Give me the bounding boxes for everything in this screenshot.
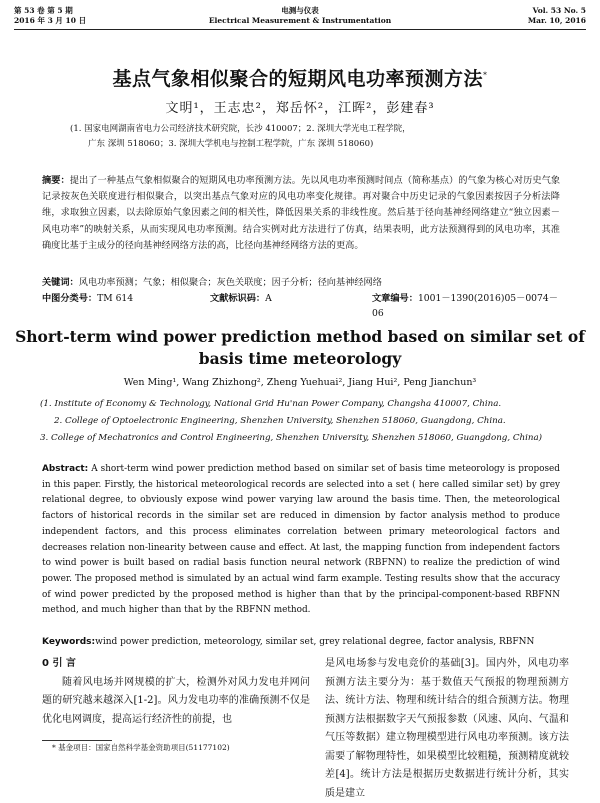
affiliation-en-line: (1. Institute of Economy & Technology, National Grid Hu'nan Power Company, Changsha 410007, China.	[40, 399, 502, 409]
abstract-cn-text: 提出了一种基点气象相似聚合的短期风电功率预测方法。先以风电功率预测时间点（简称基点）的气象为核心对历史气象记录按灰色关联度进行相似聚合，以突出基点气象对应的风电功率变化规律。再对聚合中历史记录的气象因素按因子分析法降维，求取独立因素，以去除原始气象因素之间的相关性，降低因果关系的非线性度。然后基于径向基神经网络建立“独立因素－风电功率”的映射关系，从而实现风电功率预测。结合实例对此方法进行了仿真，结果表明，此方法预测得到的风电功率，其准确度比基于主成分的径向基神经网络方法的高，比径向基神经网络方法的更高。	[42, 175, 561, 251]
keywords-en-text: wind power prediction, meteorology, similar set, grey relational degree, factor analysis, RBFNN	[95, 637, 535, 647]
doc-code-value: A	[265, 293, 272, 304]
title-cn-text: 基点气象相似聚合的短期风电功率预测方法	[112, 68, 483, 90]
article-number-value: 1001－1390(2016)05－0074－06	[372, 293, 558, 319]
keywords-cn-label: 关键词：	[42, 277, 79, 288]
journal-name-en: Electrical Measurement & Instrumentation	[208, 16, 392, 25]
title-footnote-mark: *	[483, 70, 488, 80]
footnote-rule	[42, 740, 112, 741]
affiliation-en-line: 2. College of Optoelectronic Engineering, Shenzhen University, Shenzhen 518060, Guangdong, China.	[54, 416, 506, 426]
title-cn	[0, 64, 600, 91]
section-heading-introduction: 0 引 言	[42, 658, 76, 669]
article-number	[372, 291, 560, 321]
abstract-cn	[42, 173, 560, 254]
footnote-funding: * 基金项目：国家自然科学基金资助项目(51177102)	[52, 743, 230, 752]
affiliation-cn-line: 广东 深圳 518060；3. 深圳大学机电与控制工程学院，广东 深圳 518060)	[88, 139, 374, 149]
abstract-en-label: Abstract:	[42, 464, 89, 474]
affiliation-en-line: 3. College of Mechatronics and Control Engineering, Shenzhen University, Shenzhen 518060, Guangdong, China)	[40, 433, 543, 443]
header-vol-en-line: Vol. 53 No. 5	[532, 6, 586, 15]
doc-code-label: 文献标识码：	[210, 293, 266, 304]
body-paragraph: 是风电场参与发电竞价的基础[3]。国内外，风电功率预测方法主要分为：基于数值天气预报的物理预测方法、统计方法、物理和统计结合的组合预测方法。物理预测方法根据数字天气预报参数（风速、风向、气温和气压等数据）建立物理模型进行风电功率预测。该方法需要了解物理特性，如果模型比较粗糙，预测精度就较差[4]。统计方法是根据历史数据进行统计分析，其实质是建立	[325, 658, 569, 799]
clc-value: TM 614	[97, 293, 134, 304]
affiliations-en	[40, 396, 570, 447]
keywords-cn-text: 风电功率预测；气象；相似聚合；灰色关联度；因子分析；径向基神经网络	[78, 277, 382, 288]
clc-number	[42, 291, 133, 306]
header-volume-en	[528, 6, 586, 26]
header-date-en-line: Mar. 10, 2016	[527, 16, 586, 25]
affiliations-cn	[70, 122, 540, 152]
affiliation-cn-line: (1. 国家电网湖南省电力公司经济技术研究院，长沙 410007；2. 深圳大学光电工程学院，	[70, 124, 411, 134]
header-journal	[14, 6, 586, 26]
header-volume-line: 第 53 卷 第 5 期	[14, 6, 73, 15]
title-en: Short-term wind power prediction method based on similar set of basis time meteorology	[15, 327, 585, 368]
clc-label: 中图分类号：	[42, 293, 98, 304]
keywords-en	[42, 635, 560, 650]
article-number-label: 文章编号：	[372, 293, 418, 304]
header-rule	[14, 29, 586, 30]
keywords-cn	[42, 275, 560, 290]
journal-name-cn: 电测与仪表	[281, 6, 319, 15]
body-column-right	[325, 655, 569, 803]
authors-en: Wen Ming¹, Wang Zhizhong², Zheng Yuehuai², Jiang Hui², Peng Jianchun³	[123, 377, 477, 388]
header-date-line: 2016 年 3 月 10 日	[14, 16, 87, 25]
abstract-en-text: A short-term wind power prediction method based on similar set of basis time meteorology is proposed in this paper. Firstly, the historical meteorological records are selected into a set ( here called similar set) by grey relational degree, to obviously expose wind power varying law around the basis time. Then, the meteorological factors of historical records in the similar set are reduced in dimension by factor analysis method to produce independent factors, and this process eliminates correlation between primary meteorological factors and decreases relation non-linearity between cause and effect. At last, the mapping function from independent factors to wind power is built based on radial basis function neural network (RBFNN) to realize the prediction of wind power. The proposed method is simulated by an actual wind farm example. Testing results show that the accuracy of wind power predicted by the proposed method is higher than that by the principal-component-based RBFNN method, and much higher than that by the RBFNN method.	[42, 464, 560, 616]
body-paragraph: 随着风电场并网规模的扩大，检测外对风力发电并网问题的研究越来越深入[1-2]。风力发电功率的准确预测不仅是优化电网调度，提高运行经济性的前提，也	[42, 676, 310, 725]
authors-cn: 文明¹，王志忠²，郑岳怀²，江晖²，彭建春³	[165, 101, 435, 116]
body-column-left	[42, 655, 310, 729]
keywords-en-label: Keywords:	[42, 637, 96, 647]
abstract-cn-label: 摘要：	[42, 175, 70, 186]
document-code	[210, 291, 272, 306]
abstract-en	[42, 462, 560, 619]
